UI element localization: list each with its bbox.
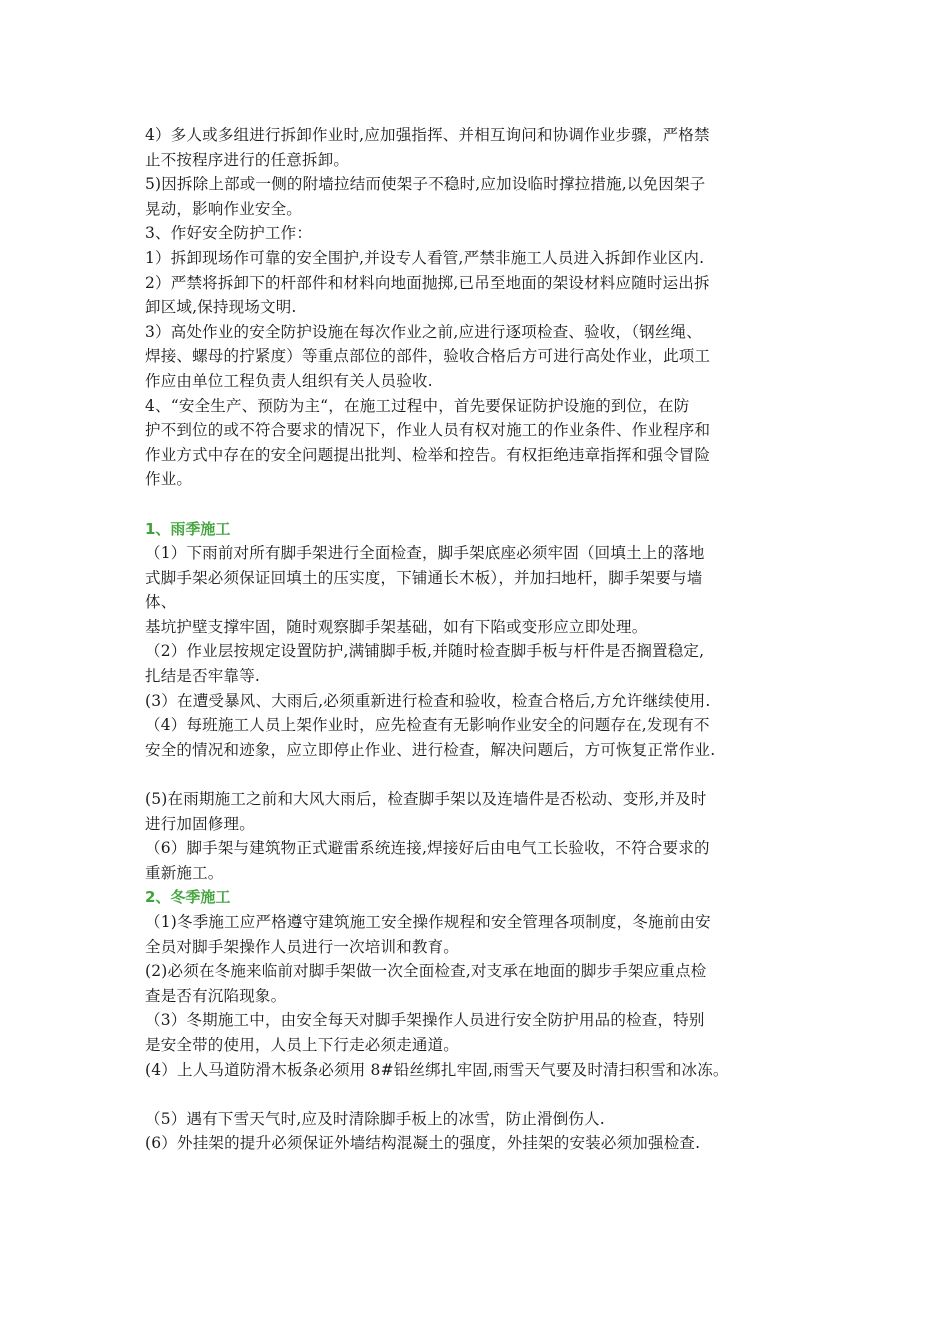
- text-line: 式脚手架必须保证回填土的压实度，下铺通长木板），并加扫地杆，脚手架要与墙: [145, 568, 703, 587]
- text-line: 5)因拆除上部或一侧的附墙拉结而使架子不稳时,应加设临时撑拉措施,以免因架子: [145, 175, 706, 194]
- text-line: （1）下雨前对所有脚手架进行全面检查，脚手架底座必须牢固（回填土上的落地: [145, 544, 705, 563]
- text-line: 基坑护壁支撑牢固，随时观察脚手架基础，如有下陷或变形应立即处理。: [145, 617, 648, 636]
- text-line: 2）严禁将拆卸下的杆部件和材料向地面抛掷,已吊至地面的架设材料应随时运出拆: [145, 273, 710, 292]
- text-line: 3、作好安全防护工作：: [145, 224, 313, 243]
- paragraph-gap: [145, 762, 815, 787]
- text-line: (6）外挂架的提升必须保证外墙结构混凝土的强度，外挂架的安装必须加强检查.: [145, 1134, 701, 1153]
- text-line: 安全的情况和迹象，应立即停止作业、进行检查，解决问题后，方可恢复正常作业.: [145, 740, 716, 759]
- text-line: 作应由单位工程负责人组织有关人员验收.: [145, 371, 433, 390]
- text-line: 体、: [145, 593, 177, 612]
- text-line: 是安全带的使用，人员上下行走必须走通道。: [145, 1035, 460, 1054]
- rain-season-section: [145, 517, 815, 886]
- text-line: 4）多人或多组进行拆卸作业时,应加强指挥、并相互询问和协调作业步骤，严格禁: [145, 126, 710, 144]
- text-line: 作业。: [145, 470, 193, 489]
- text-line: 查是否有沉陷现象。: [145, 986, 287, 1005]
- text-line: 重新施工。: [145, 863, 224, 882]
- text-line: 4、“安全生产、预防为主“，在施工过程中，首先要保证防护设施的到位，在防: [145, 396, 690, 415]
- text-line: 晃动，影响作业安全。: [145, 199, 303, 218]
- text-line: （6）脚手架与建筑物正式避雷系统连接,焊接好后由电气工长验收，不符合要求的: [145, 839, 710, 858]
- safety-section: [145, 123, 815, 492]
- text-line: 3）高处作业的安全防护设施在每次作业之前,应进行逐项检查、验收，（钢丝绳、: [145, 322, 702, 341]
- text-line: (2)必须在冬施来临前对脚手架做一次全面检查,对支承在地面的脚步手架应重点检: [145, 962, 707, 981]
- text-line: （1)冬季施工应严格遵守建筑施工安全操作规程和安全管理各项制度，冬施前由安: [145, 913, 711, 931]
- text-line: (3）在遭受暴风、大雨后,必须重新进行检查和验收，检查合格后,方允许继续使用.: [145, 691, 711, 710]
- text-line: 焊接、螺母的拧紧度）等重点部位的部件，验收合格后方可进行高处作业，此项工: [145, 347, 711, 366]
- winter-season-section: [145, 885, 815, 1156]
- text-line: （2）作业层按规定设置防护,满铺脚手板,并随时检查脚手板与杆件是否搁置稳定,: [145, 642, 705, 661]
- text-line: 1）拆卸现场作可靠的安全围护,并设专人看管,严禁非施工人员进入拆卸作业区内.: [145, 248, 705, 267]
- text-line: 卸区域,保持现场文明.: [145, 298, 297, 317]
- section-heading: 2、冬季施工: [145, 888, 231, 907]
- text-line: （5）遇有下雪天气时,应及时清除脚手板上的冰雪，防止滑倒伤人.: [145, 1109, 605, 1128]
- text-line: （3）冬期施工中，由安全每天对脚手架操作人员进行安全防护用品的检查，特别: [145, 1011, 705, 1030]
- text-line: 扎结是否牢靠等.: [145, 667, 261, 686]
- text-line: (4）上人马道防滑木板条必须用 8#铅丝绑扎牢固,雨雪天气要及时清扫积雪和冰冻。: [145, 1060, 729, 1079]
- text-line: （4）每班施工人员上架作业时，应先检查有无影响作业安全的问题存在,发现有不: [145, 716, 710, 735]
- text-line: 全员对脚手架操作人员进行一次培训和教育。: [145, 937, 460, 956]
- text-line: 作业方式中存在的安全问题提出批判、检举和控告。有权拒绝违章指挥和强令冒险: [145, 445, 711, 464]
- text-line: 进行加固修理。: [145, 814, 255, 833]
- text-line: (5)在雨期施工之前和大风大雨后，检查脚手架以及连墙件是否松动、变形,并及时: [145, 790, 707, 809]
- text-line: 止不按程序进行的任意拆卸。: [145, 150, 350, 169]
- paragraph-gap: [145, 492, 815, 517]
- section-heading: 1、雨季施工: [145, 519, 231, 538]
- text-line: 护不到位的或不符合要求的情况下，作业人员有权对施工的作业条件、作业程序和: [145, 421, 711, 440]
- document-page: [145, 123, 815, 1156]
- paragraph-gap: [145, 1082, 815, 1107]
